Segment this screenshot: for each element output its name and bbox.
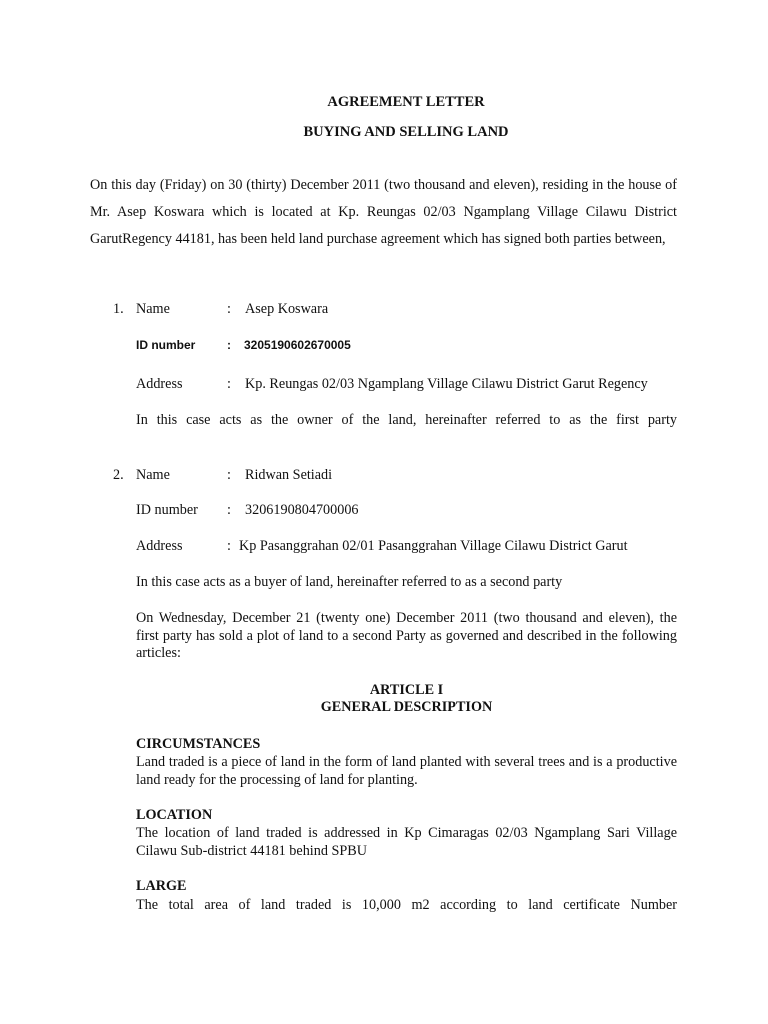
party2-name-value: Ridwan Setiadi	[245, 467, 333, 483]
party1-number: 1.	[113, 301, 124, 317]
party2-address-colon: :	[227, 538, 231, 554]
location-text: The location of land traded is addressed in Kp Cimaragas 02/03 Ngamplang Sari Village Cilawu Sub-district 44181 behind SPBU	[136, 825, 677, 859]
party1-name-label: Name	[136, 301, 170, 317]
party2-id-value: 3206190804700006	[245, 502, 359, 518]
location-heading: LOCATION	[136, 807, 213, 823]
party1-address-value: Kp. Reungas 02/03 Ngamplang Village Cilawu District Garut Regency	[245, 376, 648, 392]
large-text: The total area of land traded is 10,000 m2 according to land certificate Number	[136, 897, 677, 913]
article-number: ARTICLE I	[369, 682, 444, 698]
sale-paragraph: On Wednesday, December 21 (twenty one) December 2011 (two thousand and eleven), the first party has sold a plot of land to a second Party as governed and described in the following articles:	[136, 610, 677, 661]
party2-role: In this case acts as a buyer of land, hereinafter referred to as a second party	[136, 574, 563, 590]
intro-paragraph: On this day (Friday) on 30 (thirty) December 2011 (two thousand and eleven), residing in the house of Mr. Asep Koswara which is located at Kp. Reungas 02/03 Ngamplang Village Cilawu District GarutRegency 44181, has been held land purchase agreement which has signed both parties between,	[90, 177, 677, 247]
party2-id-colon: :	[227, 502, 231, 518]
party2-address-label: Address	[136, 538, 183, 554]
party1-id-colon: :	[227, 338, 231, 352]
party1-role: In this case acts as the owner of the land, hereinafter referred to as the first party	[136, 412, 677, 428]
party1-address-colon: :	[227, 376, 231, 392]
large-heading: LARGE	[136, 878, 187, 894]
party2-number: 2.	[113, 467, 124, 483]
party1-id-value: 3205190602670005	[244, 338, 351, 352]
article-heading: GENERAL DESCRIPTION	[320, 699, 493, 715]
party1-name-colon: :	[227, 301, 231, 317]
circumstances-text: Land traded is a piece of land in the form of land planted with several trees and is a productive land ready for the processing of land for planting.	[136, 754, 677, 788]
party1-id-label: ID number	[136, 338, 196, 352]
document-title: AGREEMENT LETTER	[327, 94, 485, 110]
document-subtitle: BUYING AND SELLING LAND	[303, 124, 509, 140]
party2-name-colon: :	[227, 467, 231, 483]
circumstances-heading: CIRCUMSTANCES	[136, 736, 261, 752]
party1-name-value: Asep Koswara	[245, 301, 329, 317]
party2-address-value: Kp Pasanggrahan 02/01 Pasanggrahan Village Cilawu District Garut	[239, 538, 628, 554]
party2-id-label: ID number	[136, 502, 198, 518]
party1-address-label: Address	[136, 376, 183, 392]
party2-name-label: Name	[136, 467, 170, 483]
